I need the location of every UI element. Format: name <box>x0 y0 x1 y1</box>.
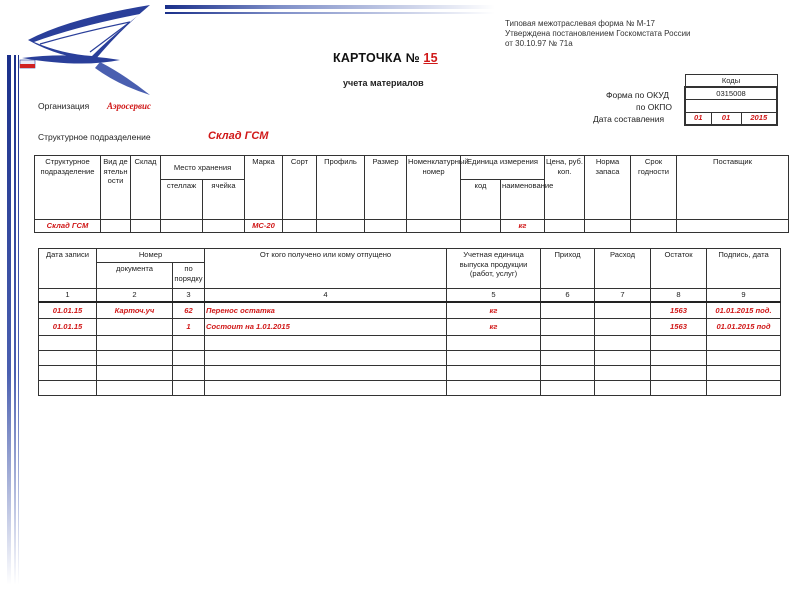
form-line: от 30.10.97 № 71а <box>505 39 573 48</box>
date-label: Дата составления <box>593 114 665 124</box>
row-expense <box>595 302 651 319</box>
header-income: Приход <box>541 249 595 289</box>
column-number: 4 <box>205 289 447 302</box>
row-income <box>541 302 595 319</box>
okud-value: 0315008 <box>685 87 777 100</box>
empty-row <box>39 351 781 366</box>
okud-label: Форма по ОКУД <box>606 90 669 100</box>
header-unit: Единица измерения <box>461 156 545 180</box>
header-warehouse: Склад <box>131 156 161 220</box>
page-subtitle: учета материалов <box>343 78 424 88</box>
row-balance: 1563 <box>651 302 707 319</box>
department-value: Склад ГСМ <box>208 130 269 142</box>
row-date: 01.01.15 <box>39 319 97 336</box>
table-row <box>35 220 789 233</box>
date-year: 2015 <box>741 112 777 125</box>
table-row <box>39 319 781 336</box>
organization-label: Организация <box>38 101 90 111</box>
header-unit-code: код <box>461 180 501 220</box>
header-shelf-life: Срок годности <box>631 156 677 220</box>
row-income <box>541 319 595 336</box>
header-profile: Профиль <box>317 156 365 220</box>
empty-row <box>39 366 781 381</box>
header-order: по порядку <box>173 263 205 289</box>
header-storage: Место хранения <box>161 156 245 180</box>
header-from-to: От кого получено или кому отпущено <box>205 249 447 289</box>
row-unit-name: кг <box>501 220 545 233</box>
card-number: 15 <box>423 51 438 65</box>
header-expense: Расход <box>595 249 651 289</box>
header-activity: Вид деятельности <box>101 156 131 220</box>
header-balance: Остаток <box>651 249 707 289</box>
form-line: Утверждена постановлением Госкомстата России <box>505 29 691 38</box>
column-number: 6 <box>541 289 595 302</box>
row-unit: кг <box>447 319 541 336</box>
row-unit: кг <box>447 302 541 319</box>
row-order: 1 <box>173 319 205 336</box>
header-dept: Структурное подразделение <box>35 156 101 220</box>
codes-table <box>684 74 778 126</box>
title-prefix: КАРТОЧКА № <box>333 51 420 65</box>
header-number: Номер <box>97 249 205 263</box>
row-date: 01.01.15 <box>39 302 97 319</box>
column-number: 7 <box>595 289 651 302</box>
header-size: Размер <box>365 156 407 220</box>
header-nomenclature: Номенклатурный номер <box>407 156 461 220</box>
empty-row <box>39 381 781 396</box>
table-row <box>39 302 781 319</box>
organization-value: Аэросервис <box>107 101 151 111</box>
header-unit-name: наименование <box>501 180 545 220</box>
okpo-label: по ОКПО <box>636 102 672 112</box>
row-from-to: Перенос остатка <box>205 302 447 319</box>
header-norm: Норма запаса <box>585 156 631 220</box>
header-price: Цена, руб. коп. <box>545 156 585 220</box>
column-number: 9 <box>707 289 781 302</box>
column-number: 1 <box>39 289 97 302</box>
header-grade: Сорт <box>283 156 317 220</box>
row-order: 62 <box>173 302 205 319</box>
form-line: Типовая межотраслевая форма № М-17 <box>505 19 655 28</box>
header-rack: стеллаж <box>161 180 203 220</box>
empty-row <box>39 336 781 351</box>
row-signature: 01.01.2015 под. <box>707 302 781 319</box>
row-signature: 01.01.2015 под <box>707 319 781 336</box>
movement-table <box>38 248 781 396</box>
column-number: 8 <box>651 289 707 302</box>
row-balance: 1563 <box>651 319 707 336</box>
form-note <box>505 19 691 49</box>
date-day: 01 <box>685 112 711 125</box>
header-cell: ячейка <box>203 180 245 220</box>
row-brand: МС-20 <box>245 220 283 233</box>
date-month: 01 <box>711 112 741 125</box>
page-title <box>333 51 438 65</box>
material-table <box>34 155 789 233</box>
header-brand: Марка <box>245 156 283 220</box>
row-doc: Карточ.уч <box>97 302 173 319</box>
okpo-value <box>685 100 777 113</box>
header-doc: документа <box>97 263 173 289</box>
header-date: Дата записи <box>39 249 97 289</box>
department-label: Структурное подразделение <box>38 132 151 142</box>
row-dept: Склад ГСМ <box>35 220 101 233</box>
column-number: 5 <box>447 289 541 302</box>
column-number: 2 <box>97 289 173 302</box>
header-unit: Учетная единица выпуска продукции (работ, услуг) <box>447 249 541 289</box>
header-supplier: Поставщик <box>677 156 789 220</box>
column-number: 3 <box>173 289 205 302</box>
header-signature: Подпись, дата <box>707 249 781 289</box>
row-expense <box>595 319 651 336</box>
codes-header: Коды <box>685 75 777 88</box>
row-from-to: Состоит на 1.01.2015 <box>205 319 447 336</box>
logo-icon <box>20 5 150 95</box>
row-doc <box>97 319 173 336</box>
